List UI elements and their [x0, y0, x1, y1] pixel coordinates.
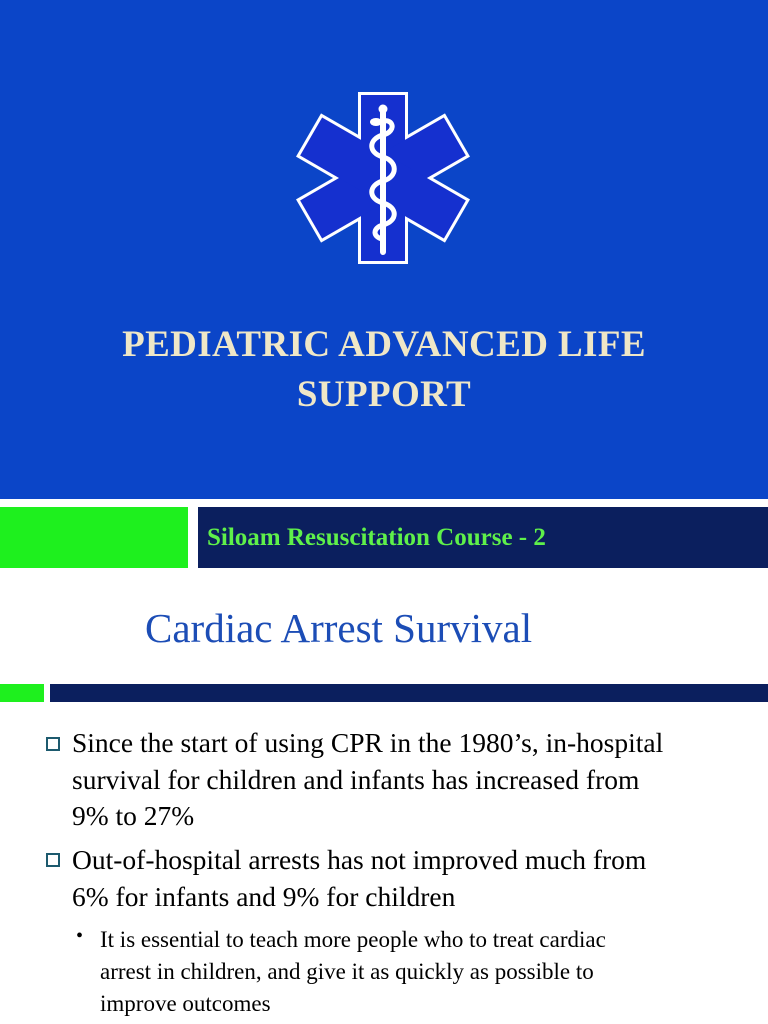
title-underline-green — [0, 684, 44, 702]
bullet-item — [72, 725, 663, 835]
sub-bullet-line: It is essential to teach more people who to treat cardiac — [100, 927, 606, 952]
bullet-line: 9% to 27% — [72, 800, 195, 831]
sub-bullet-item — [100, 924, 606, 1020]
slide-title: Cardiac Arrest Survival — [145, 605, 533, 651]
sub-bullet-line: arrest in children, and give it as quickly as possible to — [100, 959, 594, 984]
star-of-life-icon — [292, 86, 474, 272]
bullet-item — [72, 842, 646, 915]
dot-bullet-icon: • — [76, 925, 84, 947]
title-slide-heading: PEDIATRIC ADVANCED LIFE SUPPORT — [122, 324, 646, 415]
staff-knob — [379, 105, 388, 114]
bullet-line: Out-of-hospital arrests has not improved much from — [72, 844, 647, 875]
sub-bullet-line: improve outcomes — [100, 991, 271, 1016]
square-bullet-icon — [46, 853, 60, 867]
title-underline-navy — [50, 684, 768, 702]
snake-head-icon — [370, 118, 382, 126]
footer-accent-green — [0, 507, 188, 568]
course-label: Siloam Resuscitation Course - 2 — [207, 524, 546, 551]
square-bullet-icon — [46, 737, 60, 751]
bullet-line: survival for children and infants has increased from — [72, 763, 640, 795]
bullet-line: Since the start of using CPR in the 1980’s, in-hospital — [72, 727, 664, 758]
bullet-line: 6% for infants and 9% for children — [72, 880, 456, 912]
